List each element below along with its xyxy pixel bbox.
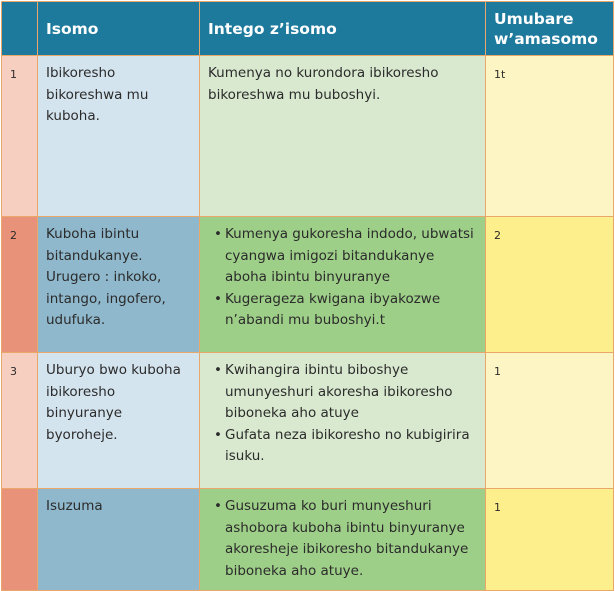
row-lesson-count: 1 [486,353,614,489]
row-objectives [200,489,486,591]
topic-line: Urugero : inkoko, intango, ingofero, udufuka. [46,269,166,328]
row-number: 3 [2,353,38,489]
table-row [2,217,614,353]
header-lesson-count: Umubare w’amasomo [486,2,614,56]
objective-item: • Kumenya gukoresha indodo, ubwatsi cyangwa imigozi bitandukanye aboha ibintu binyuranye [225,224,477,289]
table-row [2,353,614,489]
header-topic: Isomo [38,2,200,56]
row-objectives [200,353,486,489]
table-row [2,489,614,591]
objective-item: • Kwihangira ibintu biboshye umunyeshuri akoresha ibikoresho biboneka aho atuye [225,360,477,425]
topic-line: Ibikoresho bikoreshwa mu kuboha. [46,65,149,124]
objective-item: • Gufata neza ibikoresho no kubigirira isuku. [225,425,477,468]
lesson-plan-table [1,1,614,591]
row-topic [38,353,200,489]
row-number: 2 [2,217,38,353]
row-number: 1 [2,56,38,217]
row-topic [38,217,200,353]
row-number [2,489,38,591]
objectives-list [208,224,477,332]
objectives-list [208,496,477,582]
row-lesson-count: 1t [486,56,614,217]
row-objectives [200,217,486,353]
objective-item: • Kugerageza kwigana ibyakozwe n’abandi mu buboshyi.t [225,289,477,332]
topic-line: Kuboha ibintu bitandukanye. [46,226,143,264]
objective-text: Kumenya no kurondora ibikoresho bikoreshwa mu buboshyi. [208,65,439,103]
row-objectives [200,56,486,217]
objectives-list [208,360,477,468]
table-row [2,56,614,217]
row-topic [38,56,200,217]
table-header-row [2,2,614,56]
objective-item: • Gusuzuma ko buri munyeshuri ashobora kuboha ibintu binyuranye akoresheje ibikoresho bitandukanye biboneka aho atuye. [225,496,477,582]
header-objectives: Intego z’isomo [200,2,486,56]
row-topic [38,489,200,591]
row-lesson-count: 1 [486,489,614,591]
topic-line: Isuzuma [46,498,103,514]
row-lesson-count: 2 [486,217,614,353]
header-number [2,2,38,56]
topic-line: Uburyo bwo kuboha ibikoresho binyuranye byoroheje. [46,362,181,443]
